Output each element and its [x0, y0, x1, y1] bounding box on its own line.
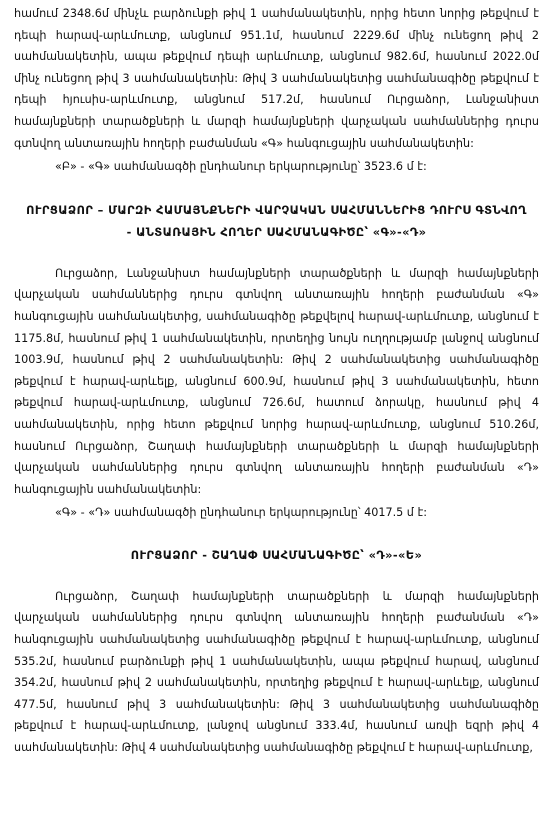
section2-heading-line2: - ԱՆՏԱՌԱՅԻՆ ՀՈՂԵՐ ՍԱՀՄԱՆԱԳԻԾԸ՝ «Գ»-«Դ»	[126, 224, 427, 239]
section2-heading-line1: ՈՒՐՑԱՁՈՐ – ՄԱՐԶԻ ՀԱՄԱՅՆՔՆԵՐԻ ՎԱՐՉԱԿԱՆ ՍԱՀՄԱՆՆԵՐԻՑ ԴՈՒՐՍ ԳՏՆՎՈՂ	[26, 202, 527, 217]
section2-body-text: Ուրցաձոր, Լանջանիստ համայնքների տարածքների և մարզի համայնքների վարչական սահմաններից դուրս գտնվող անտառային հողերի բաժանման «Գ» հանգուցային սահմանակետից, սահմանագիծը թեքվելով հարավ-արևմուտք, անցնում է 1175.8մ, հասնում թիվ 1 սահմանակետին, որտեղից նույն ուղղությամբ լանջով անցնում 1003.9մ, հասնում թիվ 2 սահմանակետին: Թիվ 2 սահմանակետից սահմանագիծը թեքվում է հարավ-արևելք, անցնում 600.9մ, հասնում թիվ 3 սահմանակետին, հետո թեքվում հարավ-արևմուտք, անցնում 726.6մ, հատում ձորակը, հասնում թիվ 4 սահմանակետին, որից հետո թեքվում նորից հարավ-արևմուտք, անցնում 510.26մ, հասնում Ուրցաձոր, Շաղափ համայնքների տարածքների և մարզի համայնքների վարչական սահմաններից դուրս գտնվող անտառային հողերի բաժանման «Դ» հանգուցային սահմանակետին:	[14, 266, 539, 496]
section1-length-line: «Բ» - «Գ» սահմանագծի ընդհանուր երկարությունը՝ 3523.6 մ է:	[55, 160, 427, 174]
section3-heading: ՈՒՐՑԱՁՈՐ - ՇԱՂԱՓ ՍԱՀՄԱՆԱԳԻԾԸ՝ «Դ»-«Ե»	[130, 547, 423, 562]
section1-body-text: համում 2348.6մ մինչև բարձունքի թիվ 1 սահմանակետին, որից հետո նորից թեքվում է դեպի հարավ-արևմուտք, անցնում 951.1մ, հասնում 2229.6մ մինչ ունեցող թիվ 2 սահմանակետին, ապա թեքվում դեպի արևմուտք, անցնում 982.6մ, հասնում 2022.0մ մինչ ունեցող թիվ 3 սահմանակետին: Թիվ 3 սահմանակետից սահմանագիծը թեքվում է դեպի հյուսիս-արևմուտք, անցնում 517.2մ, հասնում Ուրցաձոր, Լանջանիստ համայնքների տարածքների և մարզի համայնքների վարչական սահմաններից դուրս գտնվող անտառային հողերի բաժանման «Գ» հանգուցային սահմանակետին:	[14, 7, 539, 150]
section-b-g-continuation	[14, 3, 539, 178]
section-d-e	[14, 544, 539, 759]
section2-length-line: «Գ» - «Դ» սահմանագծի ընդհանուր երկարությունը՝ 4017.5 մ է:	[55, 506, 427, 520]
section-g-d	[14, 199, 539, 524]
section3-body-text: Ուրցաձոր, Շաղափ համայնքների տարածքների և մարզի համայնքների վարչական սահմաններից դուրս գտնվող անտառային հողերի բաժանման «Դ» հանգուցային սահմանակետից սահմանագիծը թեքվում է հարավ-արևմուտք, անցնում 535.2մ, հասնում բարձունքի թիվ 1 սահմանակետին, ապա թեքվում հարավ, անցնում 354.2մ, հասնում թիվ 2 սահմանակետին, որտեղից թեքվում է հարավ-արևելք, անցնում 477.5մ, հասնում թիվ 3 սահմանակետին: Թիվ 3 սահմանակետից սահմանագիծը թեքվում է հարավ-արևմուտք, լանջով անցնում 333.4մ, հասնում առվի եզրի թիվ 4 սահմանակետին: Թիվ 4 սահմանակետից սահմանագիծը թեքվում է հարավ-արևմուտք,	[14, 589, 539, 755]
